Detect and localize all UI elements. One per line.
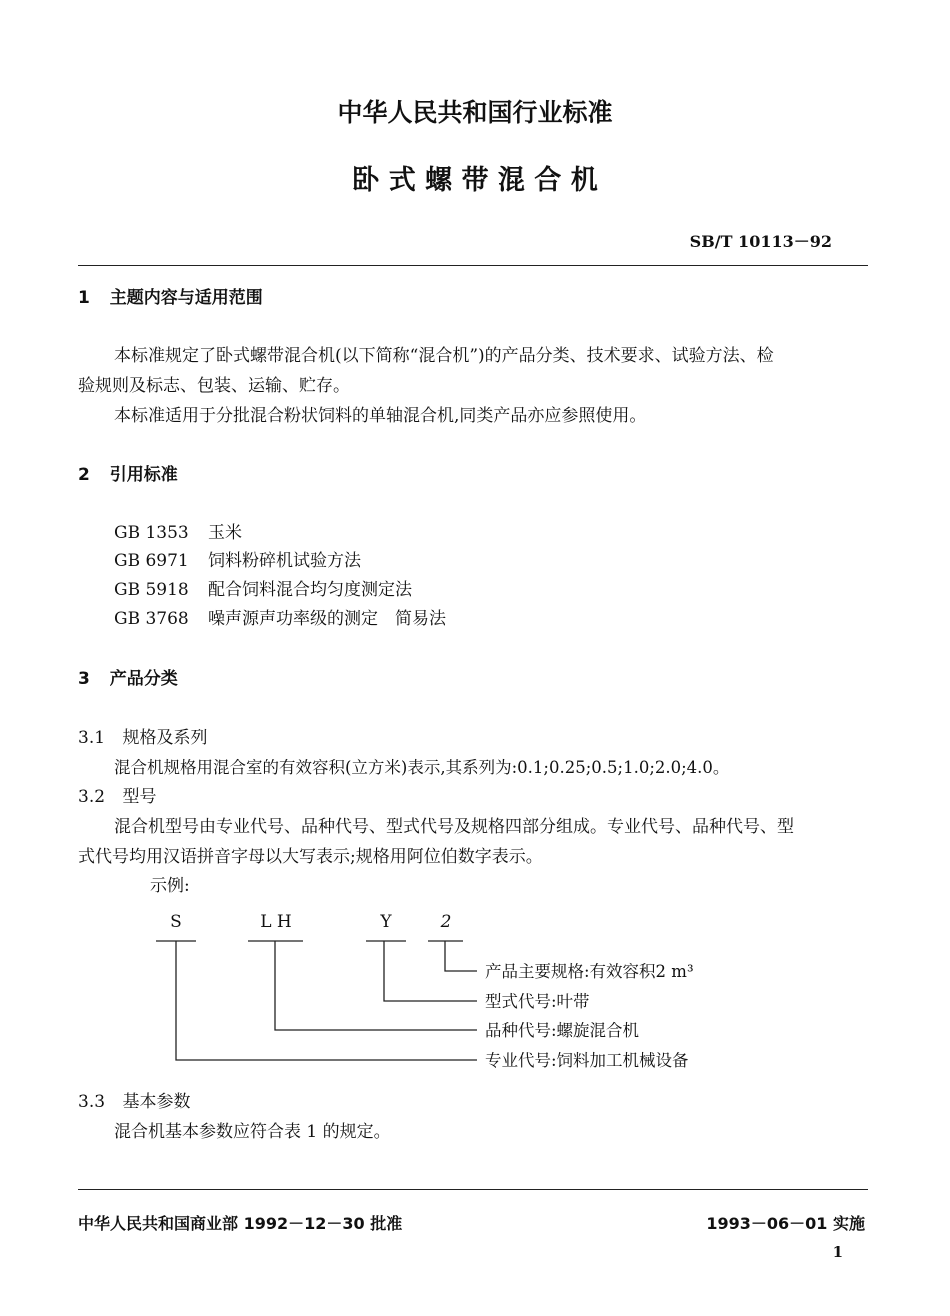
industry-standard-title: 中华人民共和国行业标准 [337, 98, 613, 127]
approval-line: 中华人民共和国商业部 1992－12－30 批准 [78, 1214, 403, 1233]
subsection-3-1-heading [78, 730, 207, 747]
reference-item [114, 525, 242, 542]
subsection-3-3-title: 基本参数 [122, 1092, 191, 1112]
reference-title: 玉米 [208, 523, 242, 543]
reference-title: 饲料粉碎机试验方法 [208, 551, 361, 571]
effective-date: 1993－06－01 实施 [706, 1214, 865, 1233]
subsection-3-2-title: 型号 [122, 787, 157, 807]
code-meaning-label: 专业代号:饲料加工机械设备 [485, 1051, 689, 1070]
section-1-para-1-line-2: 验规则及标志、包装、运输、贮存。 [78, 376, 350, 396]
subsection-3-2-heading [78, 789, 156, 806]
code-meaning-label: 产品主要规格:有效容积2 m³ [485, 962, 694, 981]
section-1-number: 1 [78, 288, 90, 308]
code-letter: 2 [440, 912, 452, 932]
subsection-3-1-number: 3.1 [78, 728, 106, 748]
reference-item [114, 582, 412, 599]
code-letter: L H [260, 912, 292, 932]
section-1-title: 主题内容与适用范围 [109, 288, 263, 308]
reference-code: GB 5918 [114, 580, 189, 600]
reference-title: 噪声源声功率级的测定 简易法 [208, 609, 446, 629]
reference-code: GB 3768 [114, 609, 189, 629]
subsection-3-3-text: 混合机基本参数应符合表 1 的规定。 [114, 1122, 391, 1142]
document-title: 卧 式 螺 带 混 合 机 [352, 165, 598, 196]
reference-title: 配合饲料混合均匀度测定法 [208, 580, 412, 600]
code-meaning-label: 品种代号:螺旋混合机 [485, 1021, 640, 1040]
example-label: 示例: [150, 876, 190, 896]
footer-rule [78, 1189, 868, 1190]
subsection-3-1-title: 规格及系列 [122, 728, 208, 748]
section-3-number: 3 [78, 669, 90, 689]
connector-line-variety [275, 941, 477, 1030]
connector-line-specification [445, 941, 477, 971]
section-1-heading [78, 290, 263, 307]
standard-number: SB/T 10113－92 [689, 232, 832, 251]
code-letter: Y [380, 912, 392, 932]
reference-item [114, 553, 361, 570]
section-2-title: 引用标准 [109, 465, 178, 485]
section-2-number: 2 [78, 465, 90, 485]
section-3-heading [78, 671, 178, 688]
reference-code: GB 1353 [114, 523, 189, 543]
subsection-3-3-number: 3.3 [78, 1092, 106, 1112]
code-letter: S [170, 912, 182, 932]
header-rule [78, 265, 868, 266]
section-3-title: 产品分类 [109, 669, 178, 689]
section-2-heading [78, 467, 178, 484]
connector-line-profession [176, 941, 477, 1060]
reference-item [114, 611, 446, 628]
reference-code: GB 6971 [114, 551, 189, 571]
section-1-para-2: 本标准适用于分批混合粉状饲料的单轴混合机,同类产品亦应参照使用。 [114, 406, 647, 426]
page-number: 1 [832, 1243, 843, 1261]
section-1-para-1-line-1: 本标准规定了卧式螺带混合机(以下简称“混合机”)的产品分类、技术要求、试验方法、检 [114, 346, 774, 366]
subsection-3-3-heading [78, 1094, 190, 1111]
subsection-3-2-line-1: 混合机型号由专业代号、品种代号、型式代号及规格四部分组成。专业代号、品种代号、型 [114, 817, 794, 837]
connector-line-type [384, 941, 477, 1001]
code-meaning-label: 型式代号:叶带 [485, 992, 590, 1011]
subsection-3-2-line-2: 式代号均用汉语拼音字母以大写表示;规格用阿位伯数字表示。 [78, 847, 543, 867]
subsection-3-2-number: 3.2 [78, 787, 106, 807]
subsection-3-1-text: 混合机规格用混合室的有效容积(立方米)表示,其系列为:0.1;0.25;0.5;1.0;2.0;4.0。 [114, 758, 730, 777]
